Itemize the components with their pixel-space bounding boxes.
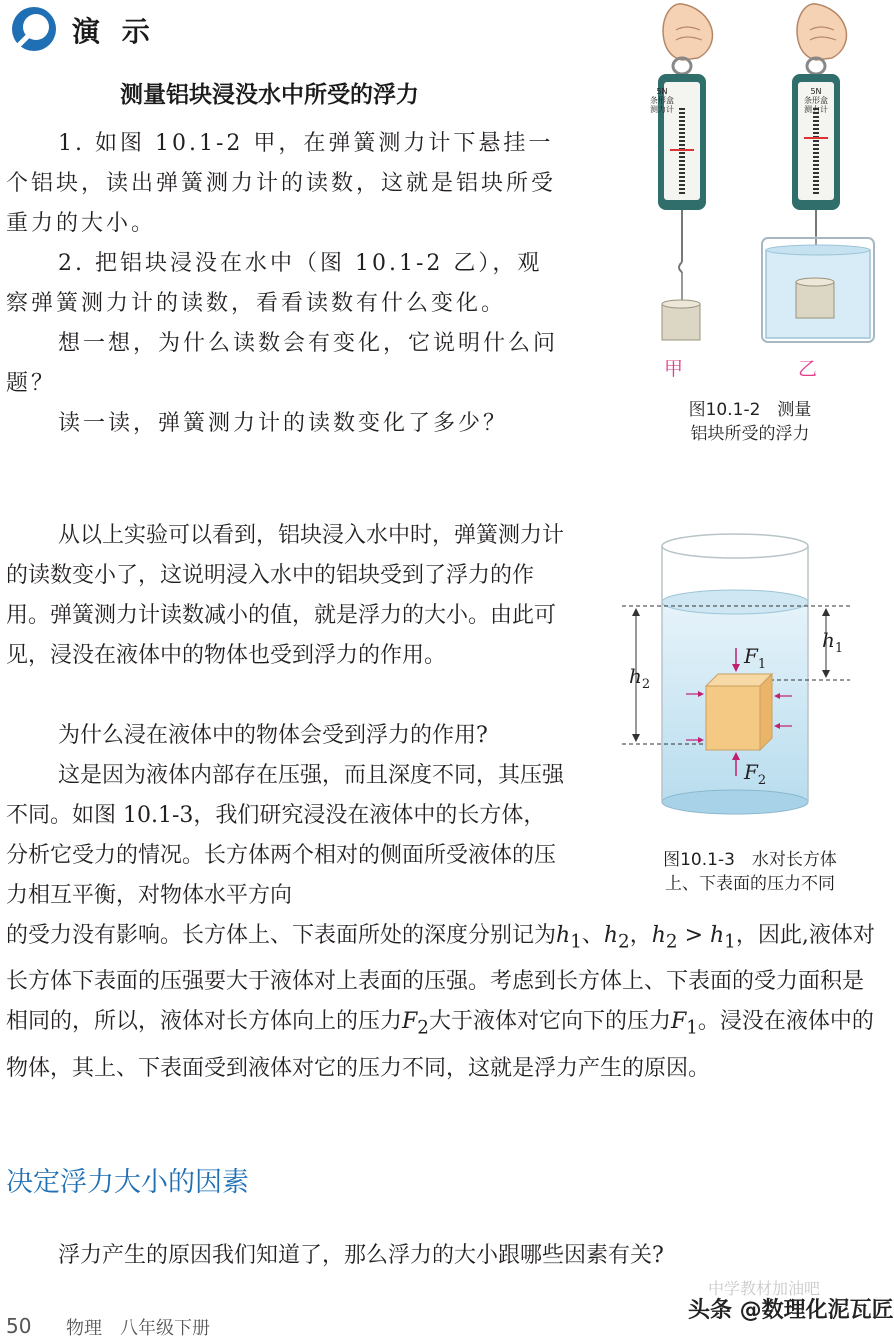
- scale-right-unit: 5N: [810, 87, 822, 96]
- scale-right-name-2: 测力计: [804, 105, 828, 114]
- book-title: 物理 八年级下册: [66, 1318, 210, 1339]
- page-number: 50: [6, 1314, 32, 1338]
- experiment-step-2: 2. 把铝块浸没在水中（图 10.1-2 乙），观察弹簧测力计的读数，看看读数有什么变化。: [6, 251, 543, 316]
- experiment-step-1: 1. 如图 10.1-2 甲，在弹簧测力计下悬挂一个铝块，读出弹簧测力计的读数，这就是铝块所受重力的大小。: [6, 131, 557, 236]
- label-f1: $F_1$: [744, 644, 767, 672]
- scale-left-name-2: 测力计: [650, 105, 674, 114]
- label-f2: $F_2$: [744, 760, 767, 788]
- section-title: 决定浮力大小的因素: [6, 1167, 249, 1198]
- figure-label-a: 甲: [664, 358, 684, 380]
- beaker: [762, 238, 874, 342]
- watermark-faint: 中学教材加油吧: [708, 1279, 821, 1298]
- figure-1-caption-line1: 图10.1-2 测量: [688, 400, 812, 420]
- paragraph-pressure: 这是因为液体内部存在压强，而且深度不同，其压强不同。如图 10.1-3，我们研究浸没在液体中的长方体，分析它受力的情况。长方体两个相对的侧面所受液体的压力相互平衡，对物体水平方向: [6, 763, 565, 908]
- scale-right-name-1: 条形盒: [804, 96, 828, 105]
- experiment-think: 想一想，为什么读数会有变化，它说明什么问题？: [6, 331, 559, 396]
- label-h2: $h_2$: [629, 664, 651, 692]
- figure-2-caption-line1: 图10.1-3 水对长方体: [663, 850, 837, 870]
- paragraph-question: 为什么浸在液体中的物体会受到浮力的作用?: [58, 723, 488, 748]
- scale-left-name-1: 条形盒: [650, 96, 674, 105]
- experiment-read: 读一读，弹簧测力计的读数变化了多少？: [58, 411, 509, 436]
- label-h1: $h_1$: [822, 628, 844, 656]
- hand-left-icon: [663, 4, 712, 60]
- watermark: 头条 @数理化泥瓦匠: [688, 1298, 894, 1323]
- paragraph-buoyancy-cause: 的受力没有影响。长方体上、下表面所处的深度分别记为$h_1$、$h_2$，$h_2 > h_1$，因此,液体对长方体下表面的压强要大于液体对上表面的压强。考虑到长方体上、下表面的受力面积是相同的，所以，液体对长方体向上的压力$F_2$大于液体对它向下的压力$F_1$。浸没在液体中的物体，其上、下表面受到液体对它的压力不同，这就是浮力产生的原因。: [6, 923, 875, 1081]
- figure-2-caption-line2: 上、下表面的压力不同: [665, 874, 835, 894]
- paragraph-conclusion: 从以上实验可以看到，铝块浸入水中时，弹簧测力计的读数变小了，这说明浸入水中的铝块受到了浮力的作用。弹簧测力计读数减小的值，就是浮力的大小。由此可见，浸没在液体中的物体也受到浮力的作用。: [6, 523, 565, 668]
- hand-right-icon: [797, 4, 846, 60]
- experiment-title: 测量铝块浸没水中所受的浮力: [120, 82, 419, 108]
- demo-label: 演 示: [72, 15, 156, 48]
- section-paragraph: 浮力产生的原因我们知道了，那么浮力的大小跟哪些因素有关?: [58, 1243, 664, 1268]
- scale-left-unit: 5N: [656, 87, 668, 96]
- figure-1-caption-line2: 铝块所受的浮力: [690, 424, 810, 444]
- figure-spring-scales: [620, 0, 894, 390]
- figure-label-b: 乙: [798, 358, 818, 380]
